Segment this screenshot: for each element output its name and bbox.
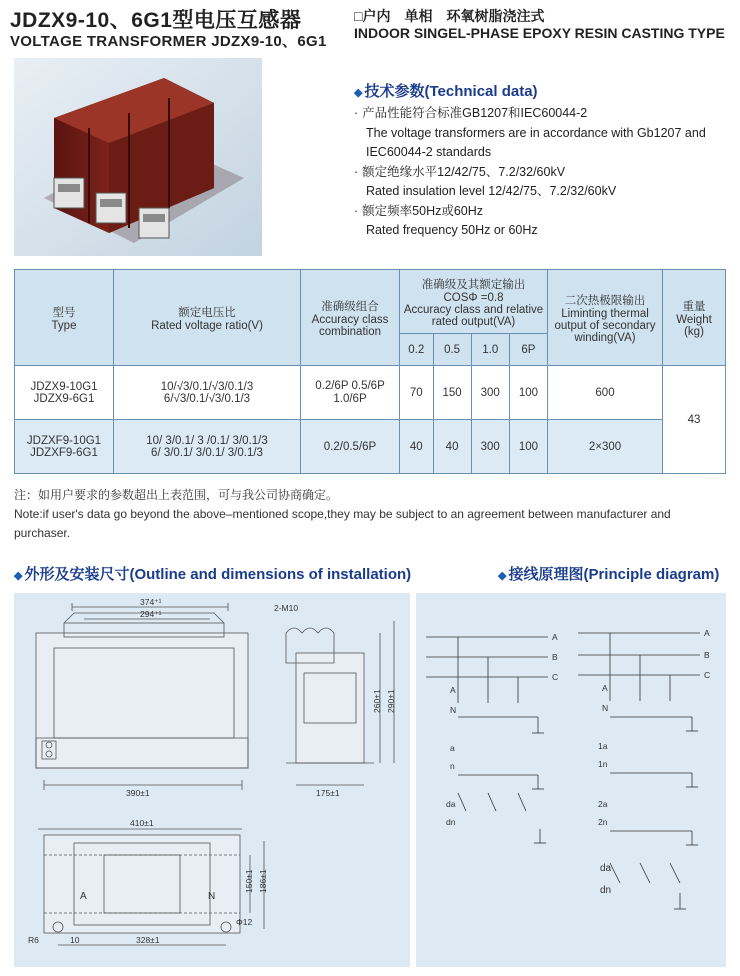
spec-table — [14, 269, 726, 474]
svg-text:A: A — [602, 683, 608, 693]
svg-text:C: C — [552, 672, 559, 682]
svg-text:294⁺¹: 294⁺¹ — [140, 609, 162, 619]
svg-text:2n: 2n — [598, 817, 608, 827]
tech-item-en: The voltage transformers are in accordance with Gb1207 and IEC60044-2 standards — [366, 125, 706, 159]
svg-text:da: da — [600, 863, 612, 874]
table-row: JDZXF9-10G1 JDZXF9-6G1 10/ 3/0.1/ 3 /0.1/ 3/0.1/3 6/ 3/0.1/ 3/0.1/ 3/0.1/3 0.2/0.5/6P 40 40 300 100 2×300 — [15, 420, 726, 474]
outline-drawing — [14, 593, 410, 967]
weight-cell: 43 — [663, 366, 726, 474]
header-weight: 重量 Weight (kg) — [663, 270, 726, 366]
svg-text:a: a — [450, 743, 455, 753]
outline-section-title: ◆ 外形及安装尺寸(Outline and dimensions of installation) — [14, 566, 412, 583]
svg-text:B: B — [704, 650, 710, 660]
svg-text:Φ12: Φ12 — [236, 917, 253, 927]
svg-text:R6: R6 — [28, 935, 39, 945]
class-cell: 6P — [509, 334, 547, 366]
header-output: 准确级及其额定输出 COSΦ =0.8 Accuracy class and relative rated output(VA) — [400, 270, 548, 334]
notes: 注：如用户要求的参数超出上表范围，可与我公司协商确定。 Note:if user's data go beyond the above–mentioned scope,they may be subject to an agreement between manufacturer and purchaser. — [14, 488, 671, 540]
svg-text:da: da — [446, 799, 456, 809]
svg-text:290±1: 290±1 — [386, 689, 396, 713]
class-cell: 0.2 — [400, 334, 434, 366]
diamond-icon: ◆ — [354, 87, 363, 99]
svg-text:175±1: 175±1 — [316, 788, 340, 798]
svg-text:N: N — [208, 891, 216, 902]
svg-text:2a: 2a — [598, 799, 608, 809]
principle-section-title: ◆ 接线原理图(Principle diagram) — [498, 566, 720, 583]
svg-text:C: C — [704, 670, 711, 680]
svg-text:A: A — [450, 685, 456, 695]
page-title-en: VOLTAGE TRANSFORMER JDZX9-10、6G1 — [10, 33, 327, 50]
svg-text:B: B — [552, 652, 558, 662]
tech-item-en: Rated insulation level 12/42/75、7.2/32/60kV — [366, 184, 617, 198]
svg-text:dn: dn — [446, 817, 456, 827]
tech-item: · 额定绝缘水平12/42/75、7.2/32/60kV — [354, 164, 566, 179]
svg-text:1a: 1a — [598, 741, 608, 751]
table-row: JDZX9-10G1 JDZX9-6G1 10/√3/0.1/√3/0.1/3 6/√3/0.1/√3/0.1/3 0.2/6P 0.5/6P 1.0/6P 70 150 300 100 600 43 — [15, 366, 726, 420]
dim-label: 390±1 — [126, 788, 150, 798]
header-ratio: 额定电压比 Rated voltage ratio(V) — [114, 270, 301, 366]
class-cell: 0.5 — [433, 334, 471, 366]
svg-text:N: N — [450, 705, 457, 715]
svg-text:A: A — [80, 891, 87, 902]
diamond-icon: ◆ — [498, 570, 507, 582]
svg-text:410±1: 410±1 — [130, 818, 154, 828]
tech-section-title: ◆ 技术参数(Technical data) — [354, 83, 538, 100]
svg-text:328±1: 328±1 — [136, 935, 160, 945]
diamond-icon: ◆ — [14, 570, 23, 582]
tech-spec-list — [354, 104, 734, 241]
tech-item: · 产品性能符合标准GB1207和IEC60044-2 — [354, 106, 588, 120]
principle-diagram — [416, 593, 726, 967]
tech-item-en: Rated frequency 50Hz or 60Hz — [366, 223, 538, 237]
header-type: 型号 Type — [15, 270, 114, 366]
svg-text:A: A — [704, 628, 710, 638]
svg-text:260±1: 260±1 — [372, 689, 382, 713]
subtitle-cn: □户内 单相 环氧树脂浇注式 — [354, 8, 545, 24]
svg-text:186±1: 186±1 — [258, 869, 268, 893]
product-photo — [14, 58, 262, 256]
svg-text:374⁺¹: 374⁺¹ — [140, 597, 162, 607]
class-cell: 1.0 — [471, 334, 509, 366]
svg-text:2-M10: 2-M10 — [274, 603, 299, 613]
subtitle-en: INDOOR SINGEL-PHASE EPOXY RESIN CASTING TYPE — [354, 25, 725, 41]
svg-text:1n: 1n — [598, 759, 608, 769]
svg-text:dn: dn — [600, 885, 612, 896]
page-title: JDZX9-10、6G1型电压互感器 — [10, 9, 302, 32]
svg-text:N: N — [602, 703, 609, 713]
svg-text:A: A — [552, 632, 558, 642]
header-thermal: 二次热极限输出 Liminting thermal output of secondary winding(VA) — [548, 270, 663, 366]
tech-item: · 额定频率50Hz或60Hz — [354, 203, 484, 218]
svg-text:n: n — [450, 761, 455, 771]
svg-text:10: 10 — [70, 935, 80, 945]
header-comb: 准确级组合 Accuracy class combination — [301, 270, 400, 366]
svg-text:150±1: 150±1 — [244, 869, 254, 893]
